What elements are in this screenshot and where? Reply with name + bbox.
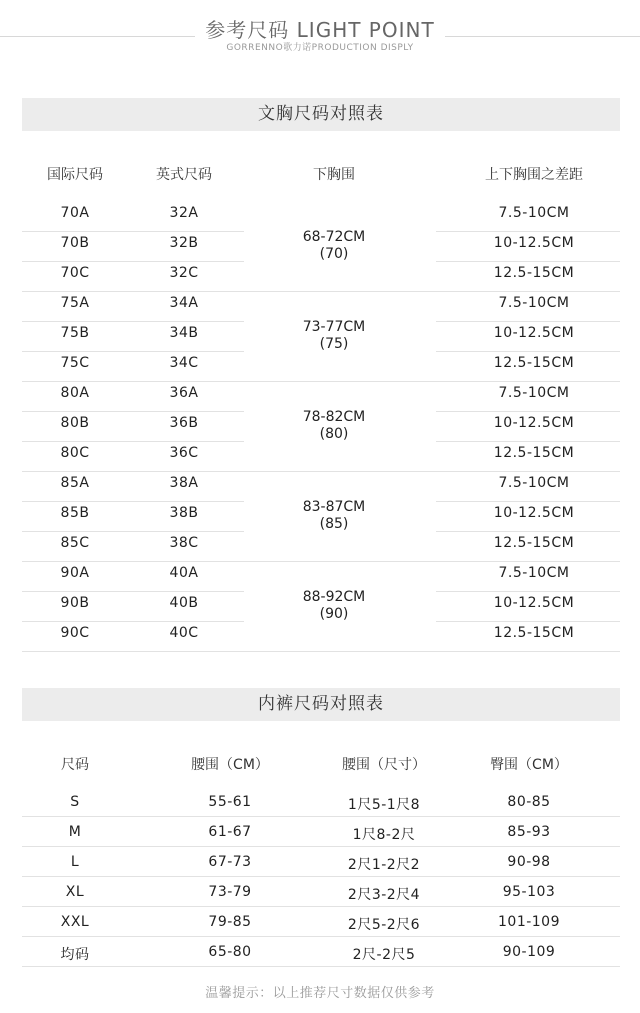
bra-cell-diff: 12.5-15CM — [493, 445, 575, 461]
bra-row-divider — [22, 321, 244, 322]
bra-cell-intl: 75A — [60, 295, 90, 311]
panty-cell-hip-cm: 101-109 — [498, 914, 560, 930]
bra-cell-uk: 40C — [169, 625, 199, 641]
bra-cell-diff: 7.5-10CM — [498, 295, 570, 311]
underbust-nominal: (70) — [319, 246, 349, 262]
bra-cell-diff: 12.5-15CM — [493, 535, 575, 551]
bra-cell-diff: 12.5-15CM — [493, 265, 575, 281]
bra-row-divider — [436, 351, 620, 352]
underbust-range: 78-82CM — [302, 409, 366, 425]
bra-cell-diff: 10-12.5CM — [493, 235, 575, 251]
panty-row-divider — [22, 906, 620, 907]
bra-group-divider — [22, 381, 620, 382]
bra-cell-uk: 38C — [169, 535, 199, 551]
bra-row-divider — [436, 321, 620, 322]
bra-header-uk: 英式尺码 — [156, 167, 212, 183]
bra-cell-uk: 36B — [169, 415, 199, 431]
panty-cell-waist-cm: 73-79 — [208, 884, 252, 900]
bra-row-divider — [22, 621, 244, 622]
bra-cell-uk: 32C — [169, 265, 199, 281]
panty-cell-waist-cm: 55-61 — [208, 794, 252, 810]
panty-cell-waist-chi: 1尺5-1尺8 — [347, 797, 421, 813]
bra-row-divider — [436, 411, 620, 412]
bra-cell-uk: 34B — [169, 325, 199, 341]
bra-row-divider — [436, 591, 620, 592]
bra-cell-underbust — [279, 229, 389, 263]
bra-cell-intl: 90A — [60, 565, 90, 581]
underbust-nominal: (80) — [319, 426, 349, 442]
underbust-range: 68-72CM — [302, 229, 366, 245]
bra-cell-diff: 7.5-10CM — [498, 385, 570, 401]
tip-note: 温馨提示：以上推荐尺寸数据仅供参考 — [205, 986, 435, 1001]
bra-cell-diff: 10-12.5CM — [493, 505, 575, 521]
bra-cell-uk: 36C — [169, 445, 199, 461]
panty-header-waist-cm: 腰围（CM） — [191, 757, 269, 773]
panty-cell-waist-chi: 2尺3-2尺4 — [347, 887, 421, 903]
panty-header-hip-cm: 臀围（CM） — [490, 757, 568, 773]
panty-cell-hip-cm: 80-85 — [507, 794, 551, 810]
panty-cell-waist-cm: 61-67 — [208, 824, 252, 840]
bra-row-divider — [22, 531, 244, 532]
bra-cell-uk: 38A — [169, 475, 199, 491]
bra-cell-intl: 75B — [60, 325, 90, 341]
underbust-range: 73-77CM — [302, 319, 366, 335]
bra-group-divider — [22, 291, 620, 292]
bra-row-divider — [22, 411, 244, 412]
bra-cell-uk: 32B — [169, 235, 199, 251]
bra-cell-intl: 70B — [60, 235, 90, 251]
bra-row-divider — [436, 621, 620, 622]
bra-row-divider — [22, 351, 244, 352]
bra-cell-diff: 12.5-15CM — [493, 355, 575, 371]
bra-cell-intl: 85A — [60, 475, 90, 491]
panty-cell-size: S — [70, 794, 80, 810]
bra-row-divider — [22, 591, 244, 592]
panty-cell-hip-cm: 85-93 — [507, 824, 551, 840]
panty-cell-waist-cm: 79-85 — [208, 914, 252, 930]
bra-row-divider — [22, 261, 244, 262]
bra-cell-intl: 85B — [60, 505, 90, 521]
panty-cell-hip-cm: 95-103 — [502, 884, 556, 900]
bra-cell-diff: 10-12.5CM — [493, 415, 575, 431]
bra-header-underbust: 下胸围 — [313, 167, 355, 183]
bra-row-divider — [22, 231, 244, 232]
panty-cell-size: XXL — [60, 914, 90, 930]
bra-cell-diff: 7.5-10CM — [498, 205, 570, 221]
bra-row-divider — [22, 441, 244, 442]
page-title: 参考尺码 LIGHT POINT — [205, 18, 435, 42]
panty-cell-waist-chi: 2尺-2尺5 — [352, 947, 416, 963]
panty-row-divider — [22, 846, 620, 847]
panty-cell-waist-chi: 2尺5-2尺6 — [347, 917, 421, 933]
bra-group-divider — [22, 471, 620, 472]
bra-cell-uk: 34A — [169, 295, 199, 311]
bra-group-divider — [22, 561, 620, 562]
panty-cell-waist-chi: 1尺8-2尺 — [352, 827, 416, 843]
bra-row-divider — [436, 231, 620, 232]
bra-header-intl: 国际尺码 — [47, 167, 103, 183]
bra-row-divider — [22, 501, 244, 502]
underbust-nominal: (75) — [319, 336, 349, 352]
bra-cell-uk: 32A — [169, 205, 199, 221]
panty-row-divider — [22, 816, 620, 817]
bra-cell-intl: 80A — [60, 385, 90, 401]
underbust-range: 83-87CM — [302, 499, 366, 515]
bra-cell-diff: 7.5-10CM — [498, 475, 570, 491]
page-subtitle: GORRENNO歌力诺PRODUCTION DISPLY — [226, 43, 414, 53]
bra-cell-underbust — [279, 409, 389, 443]
panty-cell-size: M — [68, 824, 82, 840]
panty-cell-waist-cm: 67-73 — [208, 854, 252, 870]
bra-cell-underbust — [279, 499, 389, 533]
bra-cell-uk: 36A — [169, 385, 199, 401]
bra-cell-intl: 75C — [60, 355, 90, 371]
bra-cell-intl: 90C — [60, 625, 90, 641]
bra-cell-underbust — [279, 589, 389, 623]
panty-row-divider — [22, 936, 620, 937]
panty-row-divider — [22, 966, 620, 967]
panty-header-size: 尺码 — [61, 757, 89, 773]
bra-table-title: 文胸尺码对照表 — [22, 98, 620, 131]
bra-row-divider — [436, 501, 620, 502]
panty-cell-size: L — [70, 854, 80, 870]
bra-cell-underbust — [279, 319, 389, 353]
bra-cell-diff: 12.5-15CM — [493, 625, 575, 641]
bra-cell-diff: 10-12.5CM — [493, 325, 575, 341]
underbust-nominal: (90) — [319, 606, 349, 622]
panty-cell-waist-cm: 65-80 — [208, 944, 252, 960]
bra-cell-intl: 70C — [60, 265, 90, 281]
bra-cell-intl: 80B — [60, 415, 90, 431]
bra-group-divider — [22, 651, 620, 652]
panty-cell-size: XL — [65, 884, 85, 900]
bra-cell-diff: 7.5-10CM — [498, 565, 570, 581]
panty-table-title: 内裤尺码对照表 — [22, 688, 620, 721]
bra-cell-uk: 38B — [169, 505, 199, 521]
bra-cell-uk: 34C — [169, 355, 199, 371]
bra-cell-intl: 85C — [60, 535, 90, 551]
bra-cell-intl: 80C — [60, 445, 90, 461]
bra-cell-uk: 40B — [169, 595, 199, 611]
bra-cell-uk: 40A — [169, 565, 199, 581]
panty-cell-hip-cm: 90-98 — [507, 854, 551, 870]
bra-cell-diff: 10-12.5CM — [493, 595, 575, 611]
underbust-range: 88-92CM — [302, 589, 366, 605]
panty-cell-hip-cm: 90-109 — [502, 944, 556, 960]
bra-cell-intl: 70A — [60, 205, 90, 221]
underbust-nominal: (85) — [319, 516, 349, 532]
bra-cell-intl: 90B — [60, 595, 90, 611]
bra-header-diff: 上下胸围之差距 — [485, 167, 583, 183]
bra-row-divider — [436, 531, 620, 532]
panty-cell-waist-chi: 2尺1-2尺2 — [347, 857, 421, 873]
panty-header-waist-chi: 腰围（尺寸） — [342, 757, 426, 773]
bra-row-divider — [436, 261, 620, 262]
panty-row-divider — [22, 876, 620, 877]
panty-cell-size: 均码 — [60, 947, 90, 963]
bra-row-divider — [436, 441, 620, 442]
